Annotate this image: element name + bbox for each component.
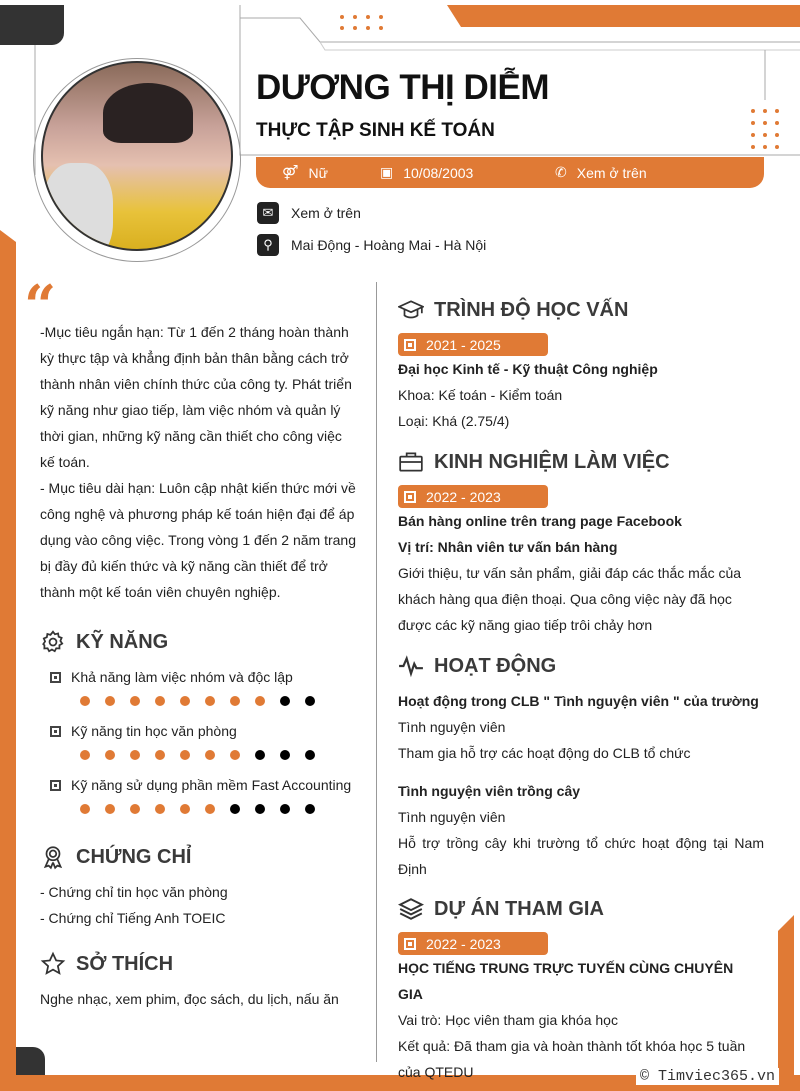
skill-rating bbox=[80, 696, 351, 706]
rating-dot bbox=[130, 696, 140, 706]
job-title: THỰC TẬP SINH KẾ TOÁN bbox=[256, 120, 495, 141]
school-name: Đại học Kinh tế - Kỹ thuật Công nghiệp bbox=[398, 361, 658, 377]
rating-dot bbox=[205, 804, 215, 814]
objective-long-term: - Mục tiêu dài hạn: Luôn cập nhật kiến thức mới về công nghệ và phương pháp kế toán hiện đại để áp dụng vào công việc. Trong vòng 1 đến 2 năm trang bị đầy đủ kiến thức và kỹ năng cần thiết để trở thành một kế toán viên chuyên nghiệp. bbox=[40, 480, 356, 600]
skills-list bbox=[50, 666, 351, 828]
email: Xem ở trên bbox=[291, 205, 361, 221]
avatar bbox=[41, 61, 233, 251]
activity-desc: Hỗ trợ trồng cây khi trường tổ chức hoạt động tại Nam Định bbox=[398, 835, 764, 877]
rating-dot bbox=[180, 696, 190, 706]
phone: Xem ở trên bbox=[576, 164, 647, 181]
graduation-cap-icon bbox=[398, 297, 424, 323]
rating-dot bbox=[230, 750, 240, 760]
rating-dot bbox=[155, 696, 165, 706]
gear-icon bbox=[40, 629, 66, 655]
rating-dot bbox=[130, 750, 140, 760]
focus-icon bbox=[404, 339, 416, 351]
focus-icon bbox=[50, 726, 61, 737]
project-name: HỌC TIẾNG TRUNG TRỰC TUYẾN CÙNG CHUYÊN GIA bbox=[398, 960, 734, 1002]
hobbies-title: SỞ THÍCH bbox=[76, 952, 174, 975]
rating-dot bbox=[205, 696, 215, 706]
skill-name: Kỹ năng sử dụng phần mềm Fast Accounting bbox=[71, 777, 352, 793]
rating-dot bbox=[280, 804, 290, 814]
skill-item bbox=[50, 774, 351, 796]
activity-role: Tình nguyện viên bbox=[398, 809, 506, 825]
project-period: 2022 - 2023 bbox=[398, 932, 548, 955]
birthdate: 10/08/2003 bbox=[403, 164, 474, 181]
rating-dot bbox=[155, 750, 165, 760]
info-bar bbox=[256, 157, 764, 188]
focus-icon bbox=[404, 938, 416, 950]
rating-dot bbox=[105, 804, 115, 814]
full-name: DƯƠNG THỊ DIỄM bbox=[256, 68, 549, 107]
location-icon: ⚲ bbox=[257, 234, 279, 256]
education-title: TRÌNH ĐỘ HỌC VẤN bbox=[434, 298, 629, 321]
rating-dot bbox=[105, 750, 115, 760]
rating-dot bbox=[105, 696, 115, 706]
quote-icon: “ bbox=[24, 273, 57, 339]
calendar-icon: ▣ bbox=[380, 164, 394, 180]
experience-period: 2022 - 2023 bbox=[398, 485, 548, 508]
activities-title: HOẠT ĐỘNG bbox=[434, 654, 557, 677]
gender: Nữ bbox=[308, 164, 328, 181]
skill-name: Kỹ năng tin học văn phòng bbox=[71, 723, 237, 739]
rating-dot bbox=[230, 804, 240, 814]
rating-dot bbox=[280, 696, 290, 706]
experience-title: KINH NGHIỆM LÀM VIỆC bbox=[434, 450, 670, 473]
activity-role: Tình nguyện viên bbox=[398, 719, 506, 735]
right-stripe bbox=[778, 915, 794, 1091]
layers-icon bbox=[398, 896, 424, 922]
focus-icon bbox=[50, 672, 61, 683]
rating-dot bbox=[205, 750, 215, 760]
rating-dot bbox=[255, 804, 265, 814]
dot-pattern bbox=[751, 109, 779, 149]
rating-dot bbox=[180, 750, 190, 760]
rating-dot bbox=[230, 696, 240, 706]
certificates-title: CHỨNG CHỈ bbox=[76, 845, 192, 868]
briefcase-icon bbox=[398, 449, 424, 475]
rating-dot bbox=[255, 750, 265, 760]
activity-icon bbox=[398, 653, 424, 679]
project-detail: Vai trò: Học viên tham gia khóa học bbox=[398, 1012, 618, 1028]
rating-dot bbox=[305, 750, 315, 760]
gender-icon: ⚤ bbox=[282, 164, 299, 180]
hobbies-text: Nghe nhạc, xem phim, đọc sách, du lịch, nấu ăn bbox=[40, 991, 339, 1007]
address: Mai Động - Hoàng Mai - Hà Nội bbox=[291, 237, 487, 253]
dot-pattern bbox=[340, 15, 383, 30]
skill-rating bbox=[80, 750, 351, 760]
activity-desc: Tham gia hỗ trợ các hoạt động do CLB tổ chức bbox=[398, 745, 691, 761]
education-period: 2021 - 2025 bbox=[398, 333, 548, 356]
focus-icon bbox=[50, 780, 61, 791]
rating-dot bbox=[80, 750, 90, 760]
left-stripe bbox=[0, 230, 16, 1091]
watermark: © Timviec365.vn bbox=[636, 1068, 779, 1085]
rating-dot bbox=[80, 696, 90, 706]
rating-dot bbox=[155, 804, 165, 814]
education-detail: Khoa: Kế toán - Kiểm toán bbox=[398, 387, 563, 403]
skill-name: Khả năng làm việc nhóm và độc lập bbox=[71, 669, 293, 685]
education-detail: Loại: Khá (2.75/4) bbox=[398, 413, 510, 429]
rating-dot bbox=[80, 804, 90, 814]
objective-short-term: -Mục tiêu ngắn hạn: Từ 1 đến 2 tháng hoàn thành kỳ thực tập và khẳng định bản thân bằng cách trở thành nhân viên chính thức của công ty. Phát triển kỹ năng như giao tiếp, làm việc nhóm và quản lý thời gian, những kỹ năng cần thiết cho công việc kế toán. bbox=[40, 324, 352, 470]
skill-item bbox=[50, 720, 351, 742]
rating-dot bbox=[130, 804, 140, 814]
rating-dot bbox=[305, 804, 315, 814]
project-detail: Kết quả: Đã tham gia và hoàn thành tốt khóa học 5 tuần của QTEDU bbox=[398, 1038, 746, 1080]
skill-rating bbox=[80, 804, 351, 814]
rating-dot bbox=[305, 696, 315, 706]
certificate-item: - Chứng chỉ tin học văn phòng bbox=[40, 884, 228, 900]
experience-description: Giới thiệu, tư vấn sản phẩm, giải đáp các thắc mắc của khách hàng qua điện thoại. Qua công việc này đã học được các kỹ năng giao tiếp trôi chảy hơn bbox=[398, 565, 742, 633]
star-icon bbox=[40, 951, 66, 977]
activity-name: Hoạt động trong CLB " Tình nguyện viên " của trường bbox=[398, 693, 759, 709]
rating-dot bbox=[255, 696, 265, 706]
position: Vị trí: Nhân viên tư vấn bán hàng bbox=[398, 539, 618, 555]
email-icon: ✉ bbox=[257, 202, 279, 224]
rating-dot bbox=[280, 750, 290, 760]
projects-title: DỰ ÁN THAM GIA bbox=[434, 897, 604, 920]
company-name: Bán hàng online trên trang page Facebook bbox=[398, 513, 682, 529]
rating-dot bbox=[180, 804, 190, 814]
activity-name: Tình nguyện viên trồng cây bbox=[398, 783, 581, 799]
skill-item bbox=[50, 666, 351, 688]
focus-icon bbox=[404, 491, 416, 503]
phone-icon: ✆ bbox=[555, 164, 567, 180]
certificate-item: - Chứng chỉ Tiếng Anh TOEIC bbox=[40, 910, 226, 926]
column-divider bbox=[376, 282, 377, 1062]
award-icon bbox=[40, 844, 66, 870]
skills-title: KỸ NĂNG bbox=[76, 630, 169, 653]
career-objective bbox=[40, 319, 360, 605]
